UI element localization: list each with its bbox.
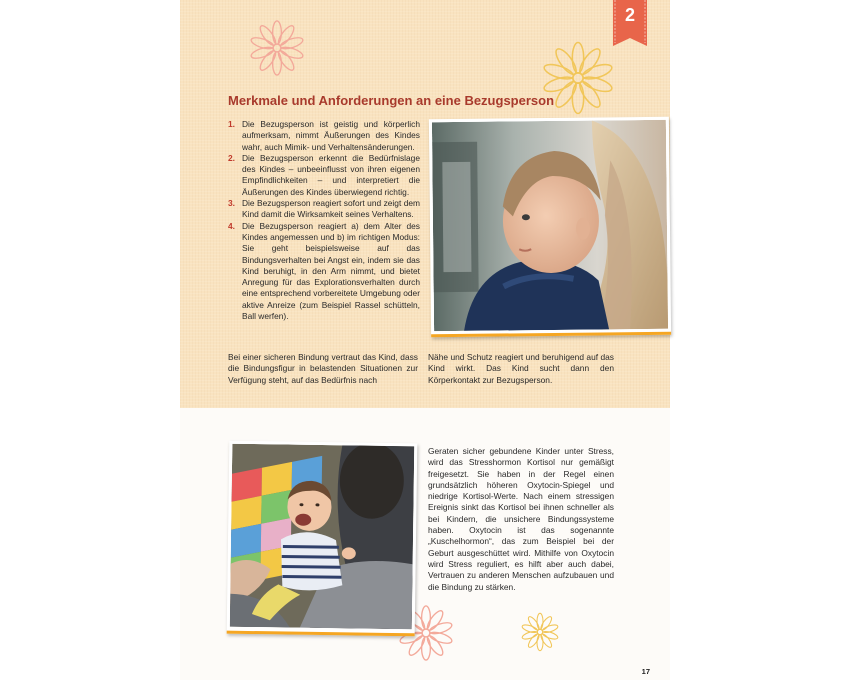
list-item — [228, 198, 420, 221]
photo-laughing-baby — [227, 441, 418, 637]
list-item-number: 2. — [228, 152, 235, 163]
body-text-left: Bei einer sicheren Bindung vertraut das Kind, dass die Bindungsfigur in belastenden Situationen zur Verfügung steht, auf das Bedürfnis nach — [228, 352, 418, 385]
chapter-number: 2 — [624, 5, 635, 25]
photo-child-with-mother — [429, 117, 671, 338]
list-item-number: 4. — [228, 220, 235, 231]
list-item — [228, 153, 420, 198]
list-item-text: Die Bezugsperson ist geistig und körperlich aufmerksam, nimmt Äußerungen des Kindes wahr, auch Mimik- und Verhaltensänderungen. — [242, 119, 420, 152]
daisy-flower-icon — [248, 19, 306, 77]
body-text-right: Nähe und Schutz reagiert und beruhigend auf das Kind wirkt. Das Kind sucht dann den Körperkontakt zur Bezugsperson. — [428, 352, 614, 385]
child-portrait-image — [432, 120, 668, 331]
list-item-text: Die Bezugsperson reagiert sofort und zeigt dem Kind damit die Wirksamkeit seines Verhaltens. — [242, 198, 420, 220]
list-item-text: Die Bezugsperson reagiert a) dem Alter des Kindes angemessen und b) im richtigen Modus: Sie geht beispielsweise auf das Bindungsverhalten bei Angst ein, indem sie das Kind beruhigt, in den Arm nimmt, und bietet Anregung für das Explorationsverhalten durch eine entsprechend vorbereitete Umgebung oder aktive Anreize (zum Beispiel Rassel schütteln, Ball werfen). — [242, 220, 420, 322]
page-number: 17 — [641, 667, 650, 676]
list-item — [228, 221, 420, 323]
list-item-number: 1. — [228, 119, 235, 129]
list-item-text: Die Bezugsperson erkennt die Bedürfnislage des Kindes – unbeeinflusst von ihren eigenen Empfindlichkeiten – und interpretiert die Äußerungen des Kindes überwiegend richtig. — [242, 152, 420, 197]
daisy-flower-icon — [520, 612, 560, 652]
baby-playing-image — [230, 444, 415, 630]
requirements-list — [228, 119, 420, 322]
section-heading: Merkmale und Anforderungen an eine Bezugsperson — [228, 93, 555, 108]
list-item-number: 3. — [228, 198, 235, 209]
body-text-lower: Geraten sicher gebundene Kinder unter Stress, wird das Stresshormon Kortisol nur gemäßigt freigesetzt. Sie haben in der Regel einen grundsätzlich höheren Oxytocin-Spiegel und niedrige Kortisol-Werte. Nach einem stressigen Ereignis sinkt das Kortisol bei ihnen schneller als bei Kindern, die unsichere Bindungssysteme haben. Oxytocin ist das sogenannte „Kuschelhormon“, das zum Beispiel bei der Geburt ausgeschüttet wird. Mithilfe von Oxytocin wird Stress reguliert, es hilft aber auch dabei, Vertrauen zu anderen Menschen aufzubauen und die Bindung zu stärken. — [428, 446, 614, 592]
list-item — [228, 119, 420, 153]
